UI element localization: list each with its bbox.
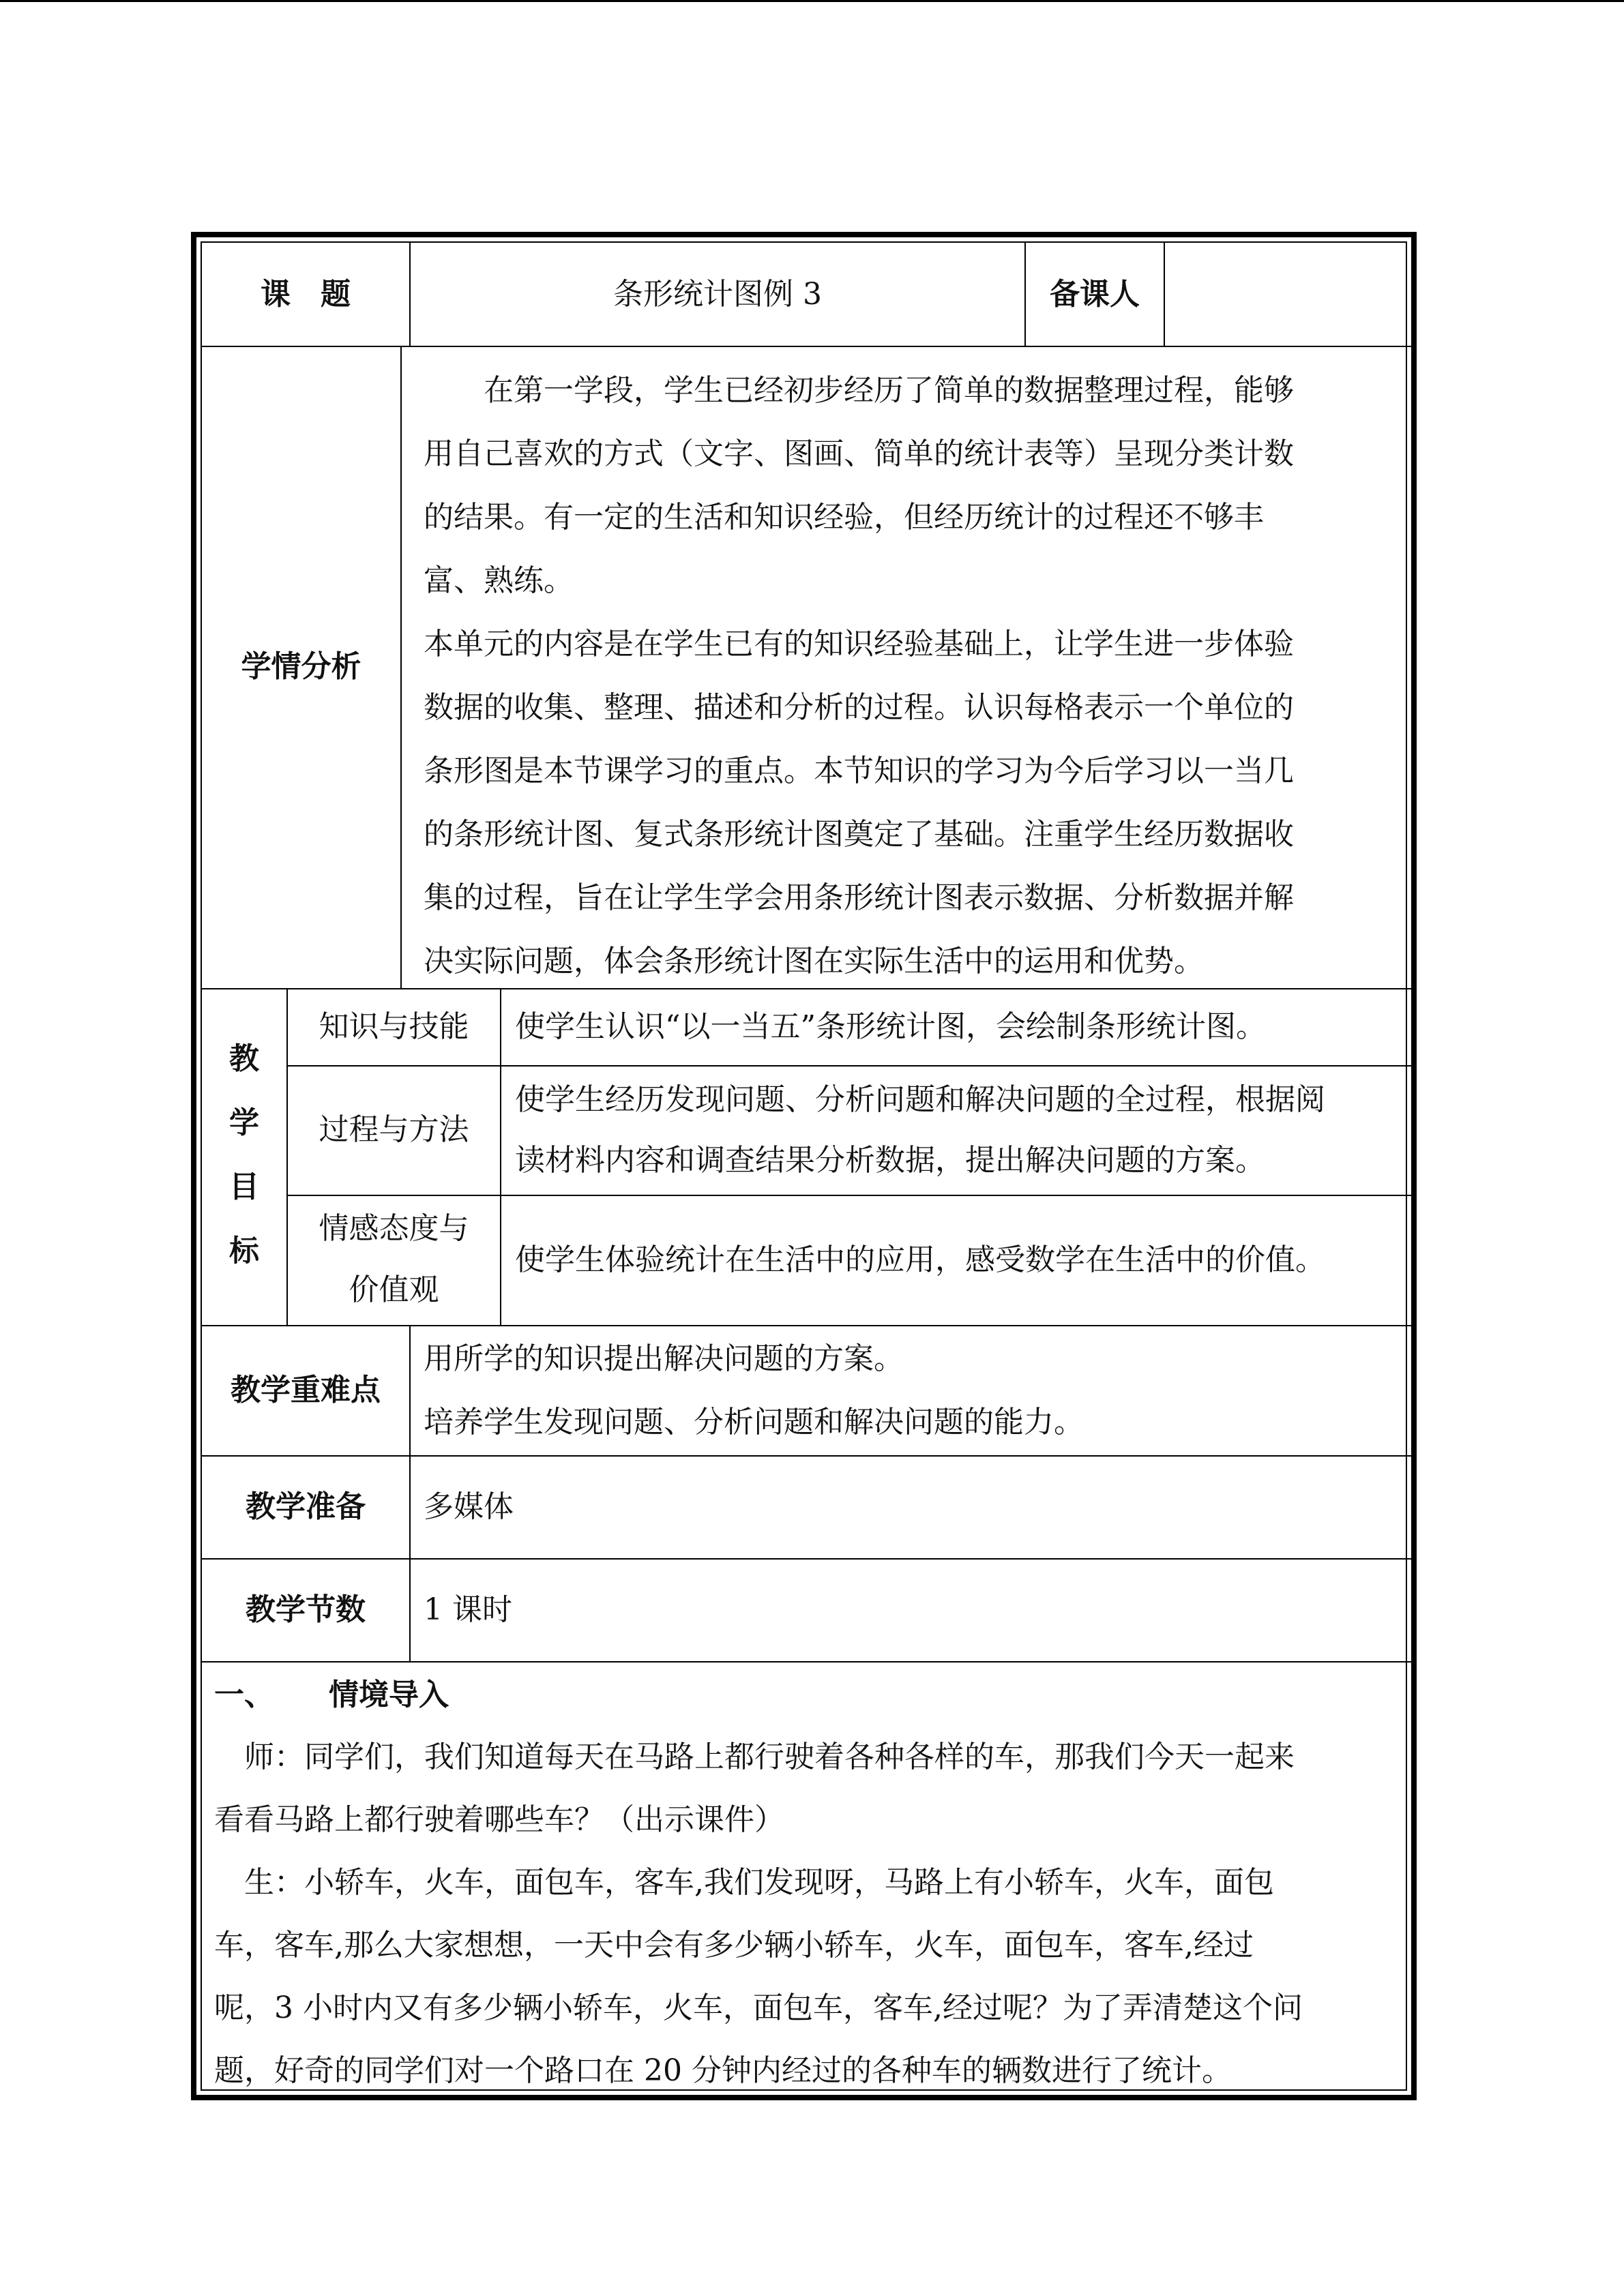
analysis-line: 在第一学段，学生已经初步经历了简单的数据整理过程，能够 xyxy=(424,373,1294,408)
process-line: 师：同学们，我们知道每天在马路上都行驶着各种各样的车，那我们今天一起来 xyxy=(214,1740,1295,1774)
goals-label-char: 学 xyxy=(229,1105,259,1140)
table-inner-frame xyxy=(201,241,1407,2091)
periods-value: 1 课时 xyxy=(424,1592,512,1627)
goal-desc-attitude: 使学生体验统计在生活中的应用，感受数学在生活中的价值。 xyxy=(515,1242,1325,1277)
analysis-line: 决实际问题，体会条形统计图在实际生活中的运用和优势。 xyxy=(424,944,1204,979)
analysis-line: 数据的收集、整理、描述和分析的过程。认识每格表示一个单位的 xyxy=(424,690,1294,725)
process-heading-title: 情境导入 xyxy=(329,1678,449,1712)
col-divider xyxy=(1164,243,1165,346)
preparation-value: 多媒体 xyxy=(424,1489,514,1524)
analysis-label: 学情分析 xyxy=(241,649,361,684)
preparer-label: 备课人 xyxy=(1050,277,1140,312)
analysis-text xyxy=(424,359,1406,993)
goal-name-process: 过程与方法 xyxy=(319,1112,469,1147)
lesson-plan-table xyxy=(191,232,1417,2100)
process-line: 看看马路上都行驶着哪些车？（出示课件） xyxy=(214,1802,784,1837)
analysis-line: 富、熟练。 xyxy=(424,563,574,598)
goals-label xyxy=(202,1027,286,1283)
col-divider xyxy=(400,346,402,988)
analysis-line: 用自己喜欢的方式（文字、图画、简单的统计表等）呈现分类计数 xyxy=(424,436,1294,471)
topic-value: 条形统计图例 3 xyxy=(613,277,822,312)
process-line: 题，好奇的同学们对一个路口在 20 分钟内经过的各种车的辆数进行了统计。 xyxy=(214,2053,1232,2088)
key-point-line: 培养学生发现问题、分析问题和解决问题的能力。 xyxy=(424,1405,1084,1440)
goals-label-char: 目 xyxy=(229,1169,259,1204)
col-divider xyxy=(500,988,501,1325)
goal-name-knowledge: 知识与技能 xyxy=(319,1009,469,1044)
analysis-line: 本单元的内容是在学生已有的知识经验基础上，让学生进一步体验 xyxy=(424,627,1294,661)
page-top-border xyxy=(0,0,1624,2)
process-line: 车，客车,那么大家想想，一天中会有多少辆小轿车，火车，面包车，客车,经过 xyxy=(214,1928,1254,1963)
process-heading-number: 一、 xyxy=(214,1678,274,1712)
process-line: 呢，3 小时内又有多少辆小轿车，火车，面包车，客车,经过呢？为了弄清楚这个问 xyxy=(214,1991,1303,2025)
analysis-line: 条形图是本节课学习的重点。本节知识的学习为今后学习以一当几 xyxy=(424,754,1294,788)
analysis-line: 的结果。有一定的生活和知识经验，但经历统计的过程还不够丰 xyxy=(424,500,1264,535)
process-line: 生：小轿车，火车，面包车，客车,我们发现呀，马路上有小轿车，火车，面包 xyxy=(214,1865,1274,1900)
goals-label-char: 标 xyxy=(229,1234,259,1268)
key-point-line: 用所学的知识提出解决问题的方案。 xyxy=(424,1341,904,1376)
goal-name-line: 情感态度与 xyxy=(319,1211,469,1246)
goal-desc-line: 读材料内容和调查结果分析数据，提出解决问题的方案。 xyxy=(515,1143,1265,1178)
goal-desc-knowledge: 使学生认识“以一当五”条形统计图，会绘制条形统计图。 xyxy=(515,1009,1266,1044)
key-points-text xyxy=(424,1327,1406,1454)
analysis-line: 的条形统计图、复式条形统计图奠定了基础。注重学生经历数据收 xyxy=(424,817,1294,852)
goals-label-char: 教 xyxy=(229,1041,259,1076)
goal-name-line: 价值观 xyxy=(349,1272,439,1307)
goal-desc-line: 使学生经历发现问题、分析问题和解决问题的全过程，根据阅 xyxy=(515,1082,1325,1117)
periods-label: 教学节数 xyxy=(246,1592,366,1627)
process-text xyxy=(214,1726,1408,2102)
topic-label: 课 题 xyxy=(261,277,351,312)
preparation-label: 教学准备 xyxy=(246,1489,366,1524)
goal-desc-process xyxy=(515,1069,1402,1191)
analysis-line: 集的过程，旨在让学生学会用条形统计图表示数据、分析数据并解 xyxy=(424,880,1294,915)
goal-name-attitude xyxy=(288,1198,500,1321)
key-points-label: 教学重难点 xyxy=(231,1373,381,1407)
col-divider xyxy=(409,1325,411,1661)
